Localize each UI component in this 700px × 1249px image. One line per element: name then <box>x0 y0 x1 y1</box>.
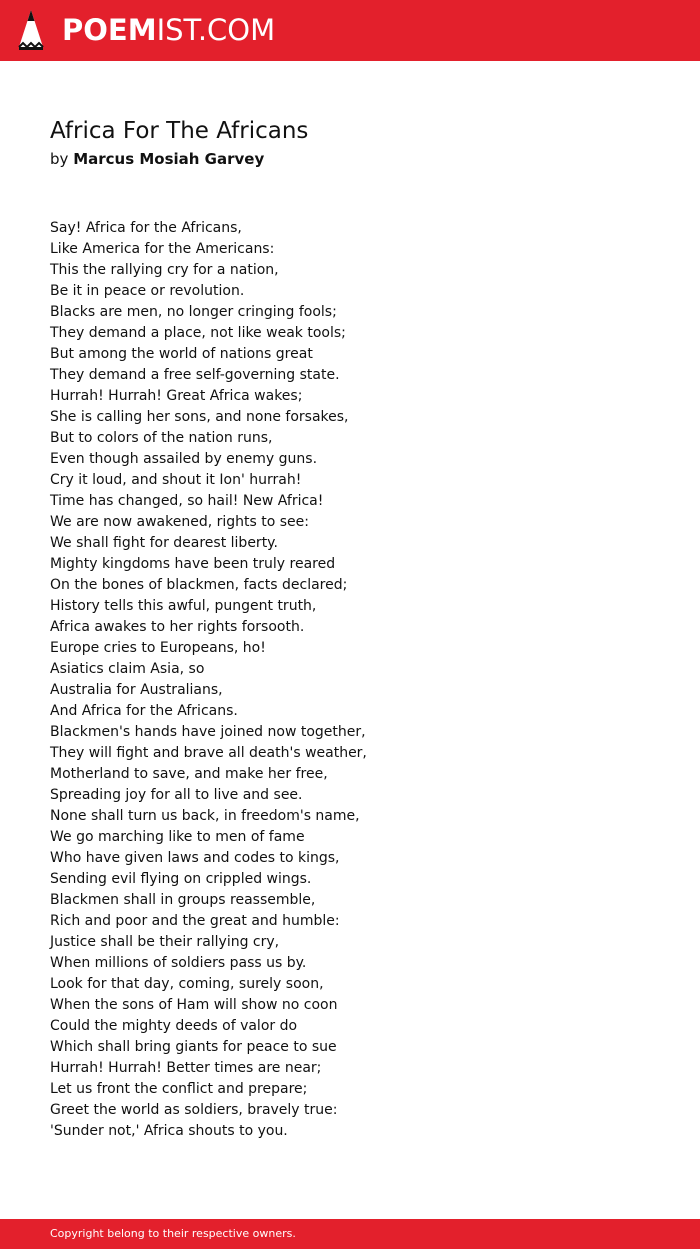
poem-line: Cry it loud, and shout it Ion' hurrah! <box>50 472 302 488</box>
pencil-icon <box>18 9 44 51</box>
poem-line: 'Sunder not,' Africa shouts to you. <box>50 1123 288 1139</box>
poem-line: Look for that day, coming, surely soon, <box>50 976 324 992</box>
poem-line: We go marching like to men of fame <box>50 829 305 845</box>
poem-body <box>50 218 650 1142</box>
site-logo-link[interactable] <box>18 9 275 51</box>
poem-header <box>50 114 650 170</box>
poem-line: Could the mighty deeds of valor do <box>50 1018 298 1034</box>
poem-line: Who have given laws and codes to kings, <box>50 850 340 866</box>
poem-line: Which shall bring giants for peace to sue <box>50 1039 337 1055</box>
poem-line: Even though assailed by enemy guns. <box>50 451 318 467</box>
author-name: Marcus Mosiah Garvey <box>73 150 265 168</box>
poem-line: Sending evil flying on crippled wings. <box>50 871 312 887</box>
poem-line: This the rallying cry for a nation, <box>50 262 279 278</box>
poem-line: Like America for the Americans: <box>50 241 275 257</box>
poem-line: Blacks are men, no longer cringing fools; <box>50 304 337 320</box>
poem-line: Justice shall be their rallying cry, <box>50 934 280 950</box>
poem-title: Africa For The Africans <box>50 118 309 144</box>
site-header <box>0 0 700 61</box>
poem-line: Time has changed, so hail! New Africa! <box>50 493 324 509</box>
poem-line: Blackmen shall in groups reassemble, <box>50 892 316 908</box>
logo-text-bold: POEM <box>62 13 157 47</box>
copyright-notice: Copyright belong to their respective owners. <box>50 1227 296 1240</box>
poem-line: Asiatics claim Asia, so <box>50 661 205 677</box>
poem-line: We are now awakened, rights to see: <box>50 514 309 530</box>
poem-line: History tells this awful, pungent truth, <box>50 598 317 614</box>
poem-line: We shall fight for dearest liberty. <box>50 535 278 551</box>
logo-text-light: IST.COM <box>156 13 276 47</box>
poem-line: Rich and poor and the great and humble: <box>50 913 340 929</box>
by-label: by <box>50 150 69 168</box>
poem-line: When the sons of Ham will show no coon <box>50 997 338 1013</box>
poem-line: Blackmen's hands have joined now together, <box>50 724 366 740</box>
poem-line: On the bones of blackmen, facts declared; <box>50 577 348 593</box>
poem-line: Hurrah! Hurrah! Better times are near; <box>50 1060 322 1076</box>
poem-line: When millions of soldiers pass us by. <box>50 955 307 971</box>
poem-line: Europe cries to Europeans, ho! <box>50 640 266 656</box>
poem-line: Be it in peace or revolution. <box>50 283 245 299</box>
poem-line: They demand a place, not like weak tools; <box>50 325 346 341</box>
poem-line: They demand a free self-governing state. <box>50 367 340 383</box>
poem-line: Africa awakes to her rights forsooth. <box>50 619 305 635</box>
poem-line: And Africa for the Africans. <box>50 703 238 719</box>
poem-line: Australia for Australians, <box>50 682 223 698</box>
poem-line: Mighty kingdoms have been truly reared <box>50 556 336 572</box>
poem-line: Spreading joy for all to live and see. <box>50 787 303 803</box>
poem-line: But to colors of the nation runs, <box>50 430 273 446</box>
site-logo-text <box>62 9 275 51</box>
poem-line: But among the world of nations great <box>50 346 313 362</box>
poem-line: Motherland to save, and make her free, <box>50 766 328 782</box>
poem-line: They will fight and brave all death's weather, <box>50 745 367 761</box>
poem-line: Say! Africa for the Africans, <box>50 220 242 236</box>
poem-line: Let us front the conflict and prepare; <box>50 1081 308 1097</box>
poem-line: Greet the world as soldiers, bravely true: <box>50 1102 338 1118</box>
byline <box>50 148 650 170</box>
poem-line: None shall turn us back, in freedom's name, <box>50 808 360 824</box>
site-footer <box>0 1219 700 1249</box>
poem-line: Hurrah! Hurrah! Great Africa wakes; <box>50 388 303 404</box>
poem-line: She is calling her sons, and none forsakes, <box>50 409 349 425</box>
